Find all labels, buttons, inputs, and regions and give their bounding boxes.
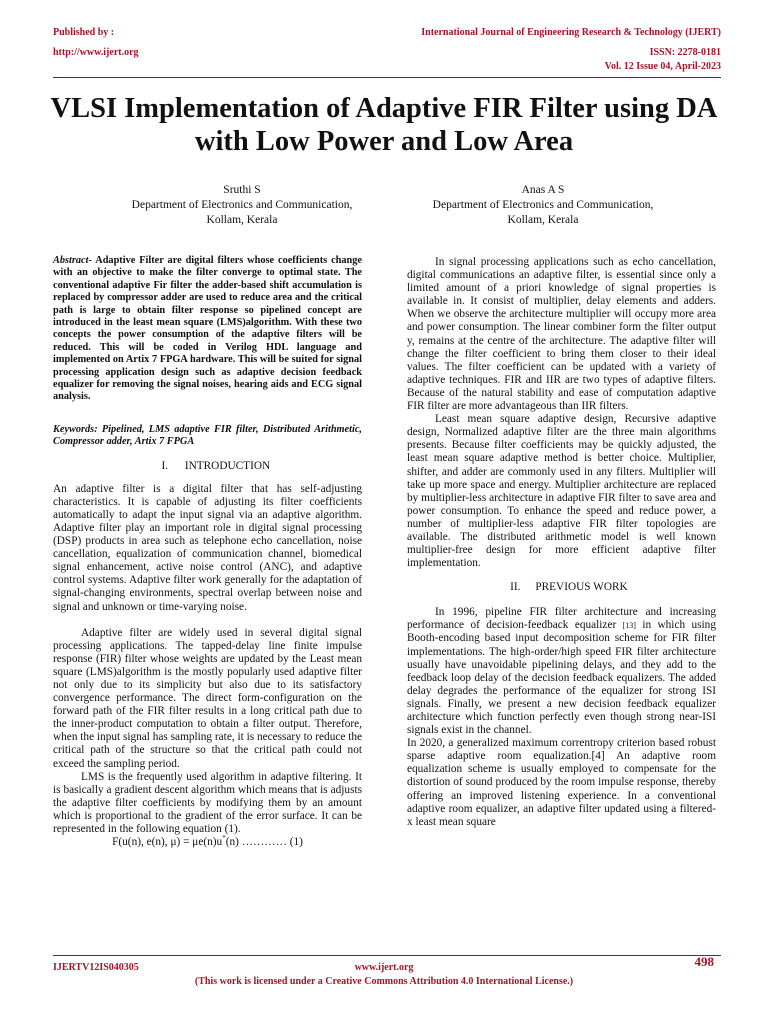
section-number: II. — [510, 581, 521, 594]
section-heading-intro — [53, 459, 362, 473]
published-by: Published by : — [53, 27, 115, 38]
section-number: I. — [161, 459, 169, 472]
paragraph: In signal processing applications such as echo cancellation, digital communications an adaptive filter, is essential since only a limited amount of a priori knowledge of signal properties is available in. It consist of multiplier, delay elements and adders. When we observe the architecture multiplier will occupy more area and power consumption. The linear combiner form the filter output y, remains at the centre of the architecture. The adaptive filter will change the filter coefficient to bring them closer to their ideal values. The filter coefficient can be updated with a variety of adaptive techniques. FIR and IIR are two types of adaptive filters. Because of the natural stability and ease of computation adaptive FIR filter are more advantageous than IIR filters. — [407, 256, 716, 413]
author-name: Sruthi S — [223, 184, 261, 196]
author-2 — [393, 183, 693, 228]
author-place: Kollam, Kerala — [206, 214, 278, 226]
author-1 — [92, 183, 392, 228]
keywords: Keywords: Pipelined, LMS adaptive FIR filter, Distributed Arithmetic, Compressor adder, Artix 7 FPGA — [53, 423, 362, 448]
author-dept: Department of Electronics and Communication, — [131, 199, 353, 211]
issn: ISSN: 2278-0181 — [649, 47, 721, 58]
abstract — [53, 255, 362, 404]
author-name: Anas A S — [521, 184, 565, 196]
abstract-text: Adaptive Filter are digital filters whose coefficients change with an objective to make the filter converge to optimal state. The conventional adaptive Fir filter the adder-based shift accumulation is replaced by compressor adder are used to reduce area and the critical path is large to obtain filter response so pipelined concept are introduced in the least mean square (LMS)algorithm. With these two concepts the power consumption of the adaptive filters will be reduced. This will be coded in Verilog HDL language and implemented on Artix 7 FPGA hardware. This will be suited for signal processing application design such as adaptive decision feedback equalizer for removing the signal noises, hearing aids and ECG signal analysis. — [53, 255, 362, 403]
journal-name: International Journal of Engineering Research & Technology (IJERT) — [421, 27, 721, 38]
page-number: 498 — [694, 954, 714, 969]
equation-rhs: (n) ………… (1) — [225, 836, 303, 849]
footer-site[interactable]: www.ijert.org — [354, 962, 414, 973]
author-dept: Department of Electronics and Communication, — [432, 199, 654, 211]
paragraph-text: In 1996, pipeline FIR filter architecture and increasing performance of decision-feedback equalizer — [407, 606, 716, 632]
volume-issue: Vol. 12 Issue 04, April-2023 — [604, 61, 721, 72]
paragraph: In 2020, a generalized maximum correntropy criterion based robust sparse adaptive room equalization.[4] An adaptive room equalization scheme is usually employed to compensate for the distortion of sound produced by the room impulse response, thereby offering an improved listening experience. In a conventional adaptive room equalizer, an adaptive filter updated using a filtered-x least mean square — [407, 737, 716, 828]
abstract-label: Abstract- — [53, 255, 92, 266]
left-column — [53, 255, 362, 849]
paragraph: LMS is the frequently used algorithm in adaptive filtering. It is basically a gradient descent algorithm which means that is adjusts the adaptive filter coefficients by modifying them by an amount which is proportional to the gradient of the error surface. It can be represented in the following equation (1). — [53, 770, 362, 836]
paragraph — [407, 606, 716, 737]
equation-sup: * — [222, 834, 226, 843]
header-rule — [53, 77, 721, 78]
section-title: INTRODUCTION — [184, 459, 271, 472]
right-column — [407, 256, 716, 829]
citation-ref: [13] — [622, 621, 636, 631]
equation-1 — [53, 836, 362, 849]
journal-url[interactable]: http://www.ijert.org — [53, 47, 139, 58]
paper-title: VLSI Implementation of Adaptive FIR Filter using DA with Low Power and Low Area — [50, 93, 718, 157]
paper-id: IJERTV12IS040305 — [53, 962, 139, 973]
section-title: PREVIOUS WORK — [535, 581, 628, 594]
equation-lhs: F(u(n), e(n), μ) = μe(n)u — [112, 836, 223, 849]
license-notice: (This work is licensed under a Creative Commons Attribution 4.0 International License.) — [194, 976, 574, 987]
paragraph-text: in which using Booth-encoding based input decomposition scheme for FIR filter implementations. The high-order/high speed FIR filter architecture usually have unavoidable pipelining delays, and they add to the feedback loop delay of the decision feedback equalizers. The added delay degrades the performance of the equalizer for strong ISI signals. Finally, we present a new decision feedback equalizer architecture which function perfectly even though strong near-ISI signals exist in the channel. — [407, 619, 716, 737]
paragraph: Least mean square adaptive design, Recursive adaptive design, Normalized adaptive filter are the three main algorithms presents. Because filter coefficients may be quickly adjusted, the least mean square adaptive method is better choice. Multiplier, shifter, and adder are commonly used in any filters. Multiplier will take up more space and energy. Multiplier architecture are replaced by multiplier-less architecture in adaptive FIR filter to save area and power consumption. To enhance the speed and reduce power, a number of multiplier-less adaptive FIR filter topologies are available. The distributed arithmetic model is well known multiplier-free design for more efficient adaptive filter implementation. — [407, 413, 716, 570]
section-heading-previous-work — [407, 580, 716, 594]
author-place: Kollam, Kerala — [507, 214, 579, 226]
footer-rule — [53, 955, 721, 956]
paragraph: Adaptive filter are widely used in several digital signal processing applications. The tapped-delay line finite impulse response (FIR) filter whose weights are updated by the Least mean square (LMS)algorithm is the mostly popularly used adaptive filter not only due to its simplicity but also due to its satisfactory convergence performance. The direct form-configuration on the forward path of the FIR filter results in a long critical path due to the inner-product computation to obtain a filter output. Therefore, when the input signal has sampling rate, it is necessary to reduce the critical path of the structure so that the critical path could not exceed the sampling period. — [53, 626, 363, 770]
paragraph: An adaptive filter is a digital filter that has self-adjusting characteristics. It is capable of adjusting its filter coefficients automatically to adapt the input signal via an adaptive algorithm. Adaptive filter play an important role in digital signal processing (DSP) products in area such as telephone echo cancellation, noise cancellation, equalization of communication channel, biomedical signal enhancement, active noise control (ANC), and adaptive control systems. Adaptive filter work generally for the adaptation of signal-changing environments, spectral overlap between noise and signal and unknown or time-varying noise. — [53, 482, 362, 613]
